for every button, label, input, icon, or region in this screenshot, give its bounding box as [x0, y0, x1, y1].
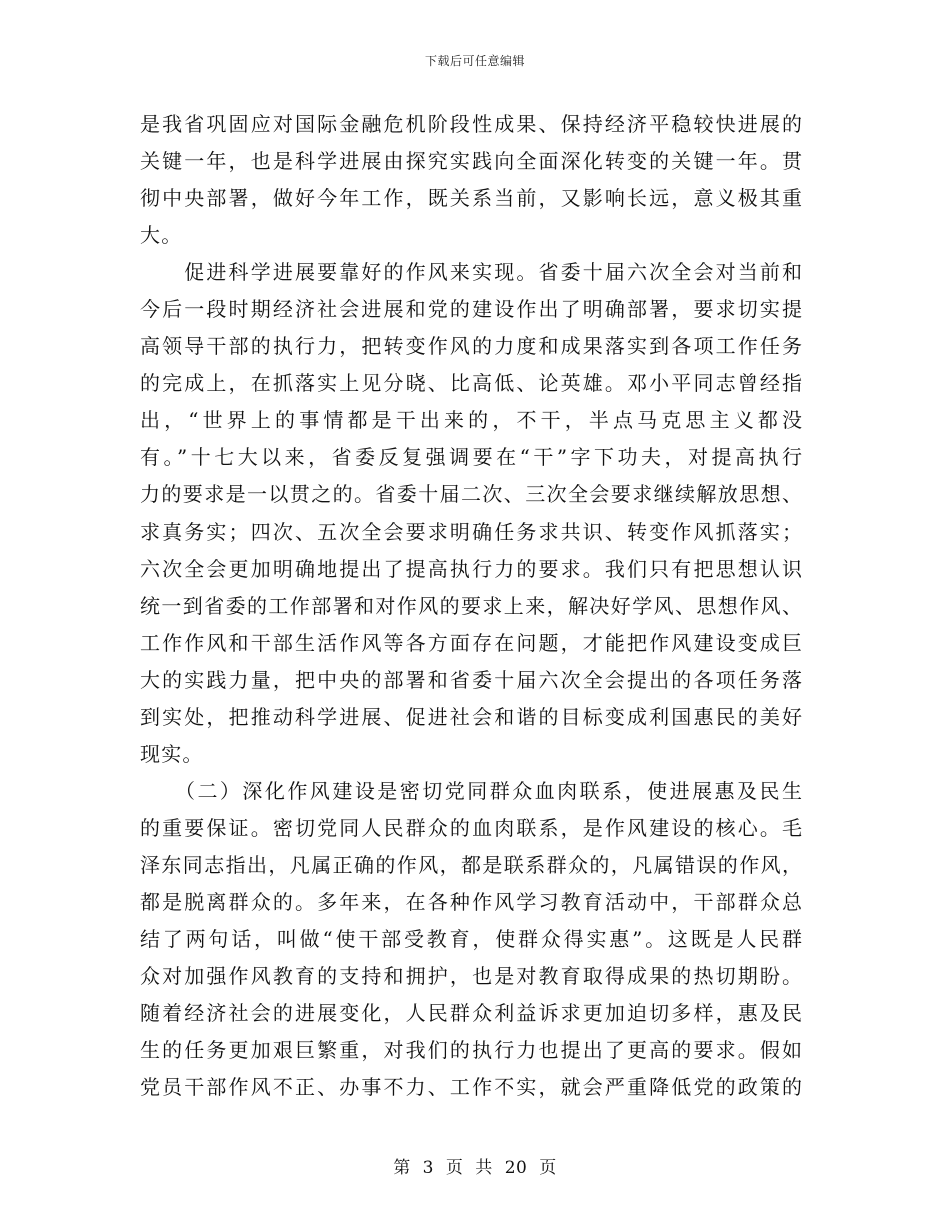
text-line: 是我省巩固应对国际金融危机阶段性成果、保持经济平稳较快进展的	[140, 112, 802, 136]
text-line: 现实。	[140, 741, 204, 766]
text-line: 力的要求是一以贯之的。省委十届二次、三次全会要求继续解放思想、	[140, 482, 802, 507]
text-line: 到实处，把推动科学进展、促进社会和谐的目标变成利国惠民的美好	[140, 704, 802, 729]
text-line: 众对加强作风教育的支持和拥护，也是对教育取得成果的热切期盼。	[140, 964, 802, 989]
text-line: （二）深化作风建设是密切党同群众血肉联系，使进展惠及民生	[140, 778, 802, 803]
text-line: 结了两句话，叫做“使干部受教育，使群众得实惠”。这既是人民群	[140, 927, 802, 952]
text-line: 六次全会更加明确地提出了提高执行力的要求。我们只有把思想认识	[140, 556, 802, 581]
text-line: 出，“世界上的事情都是干出来的，不干，半点马克思主义都没	[140, 408, 802, 433]
text-line: 工作作风和干部生活作风等各方面存在问题，才能把作风建设变成巨	[140, 630, 802, 655]
text-line: 生的任务更加艰巨繁重，对我们的执行力也提出了更高的要求。假如	[140, 1038, 802, 1063]
text-line: 泽东同志指出，凡属正确的作风，都是联系群众的，凡属错误的作风，	[140, 852, 802, 877]
text-line: 党员干部作风不正、办事不力、工作不实，就会严重降低党的政策的	[140, 1075, 802, 1100]
text-line: 大。	[140, 223, 183, 248]
text-line: 有。”十七大以来，省委反复强调要在“干”字下功夫，对提高执行	[140, 445, 802, 470]
text-line: 关键一年，也是科学进展由探究实践向全面深化转变的关键一年。贯	[140, 149, 802, 174]
text-line: 大的实践力量，把中央的部署和省委十届六次全会提出的各项任务落	[140, 667, 802, 692]
text-line: 都是脱离群众的。多年来，在各种作风学习教育活动中，干部群众总	[140, 889, 802, 914]
page-header: 下载后可任意编辑	[424, 54, 525, 68]
text-line: 的完成上，在抓落实上见分晓、比高低、论英雄。邓小平同志曾经指	[140, 371, 802, 396]
text-line: 彻中央部署，做好今年工作，既关系当前，又影响长远，意义极其重	[140, 186, 802, 211]
text-line: 随着经济社会的进展变化，人民群众利益诉求更加迫切多样，惠及民	[140, 1001, 802, 1026]
page-footer: 第 3 页 共 20 页	[393, 1158, 557, 1178]
text-line: 高领导干部的执行力，把转变作风的力度和成果落实到各项工作任务	[140, 334, 802, 359]
text-line: 求真务实；四次、五次全会要求明确任务求共识、转变作风抓落实；	[140, 519, 802, 544]
text-line: 统一到省委的工作部署和对作风的要求上来，解决好学风、思想作风、	[140, 593, 802, 618]
text-line: 的重要保证。密切党同人民群众的血肉联系，是作风建设的核心。毛	[140, 815, 802, 840]
text-line: 促进科学进展要靠好的作风来实现。省委十届六次全会对当前和	[140, 260, 802, 285]
text-line: 今后一段时期经济社会进展和党的建设作出了明确部署，要求切实提	[140, 297, 802, 322]
body-text	[140, 106, 802, 1106]
